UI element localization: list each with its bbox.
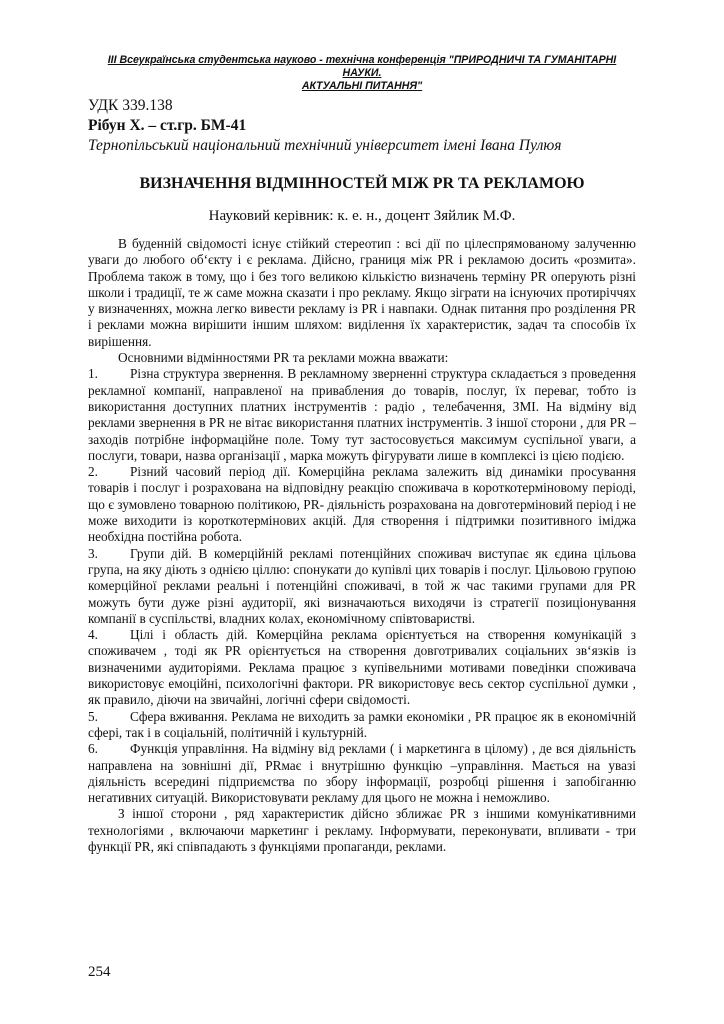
author-line: Рібун Х. – ст.гр. БМ-41 <box>88 117 247 134</box>
list-item-text: Групи дій. В комерційній рекламі потенційних споживач виступає як єдина цільова група, на яку діють з однією ціллю: спонукати до купівлі цих товарів і послуг. Цільовою групою комерційної реклами реальні і потенційні споживачі, в той ж час такими групами для PR можуть бути дуже різні аудиторії, які визначаються виходячи із стратегії позиціонування компанії в суспільстві, владних колах, економічному співтоваристві. <box>88 545 636 626</box>
list-item-number: 1. <box>88 366 98 382</box>
list-item <box>88 366 636 464</box>
page-number: 254 <box>88 964 111 980</box>
conference-header-line-2: АКТУАЛЬНІ ПИТАННЯ" <box>301 80 423 92</box>
list-item <box>88 741 636 806</box>
list-item-number: 6. <box>88 741 98 757</box>
list-item-text: Різна структура звернення. В рекламному зверненні структура складається з проведення рекламної компанії, направленої на привабления до товарів, послуг, їх переваг, тобто із використання доступних платних інструментів : радіо , телебачення, ЗМІ. На відміну від реклами звернення в PR не вітає використання платних інструментів. З іншої сторони , для PR – заходів потрібне інформаційне поле. Тому тут застосовується максимум суспільної уваги, а послуги, товари, назва організації , марка можуть фігурувати лише в комплексі із цією подією. <box>88 366 636 463</box>
list-item-text: Різний часовий період дії. Комерційна реклама залежить від динаміки просування товарів і послуг і розрахована на відповідну реакцію споживача в короткотерміновому періоді, що є зумовлено товарною політикою, PR- діяльність розрахована на довготерміновий період і не може виходити із короткотермінових акцій. Для створення і підтримки позитивного іміджа необхідна постійна робота. <box>88 464 636 545</box>
list-item-number: 2. <box>88 464 98 480</box>
closing-paragraph: З іншої сторони , ряд характеристик дійсно зближає PR з іншими комунікативними технологіями , включаючи маркетинг і рекламу. Інформувати, переконувати, впливати - три функції PR, які співпадають з функціями пропаганди, реклами. <box>88 806 636 854</box>
list-item-number: 3. <box>88 545 98 561</box>
conference-header <box>88 54 636 93</box>
list-item-text: Функція управління. На відміну від реклами ( і маркетинга в цілому) , де вся діяльність направлена на зовнішні дії, PRмає і внутрішню функцію –управління. Мається на увазі діяльність всередині підприємства по збору інформації, розробці рішення і запобіганню негативних ситуацій. Використовувати рекламу для цього не можна і неможливо. <box>88 741 636 806</box>
article-body <box>88 236 636 855</box>
list-item-number: 4. <box>88 627 98 643</box>
list-item-number: 5. <box>88 708 98 724</box>
list-item-text: Цілі і область дій. Комерційна реклама орієнтується на створення комунікацій з споживачем , тоді як PR орієнтується на створення довготривалих соціальних зв‘язків із визначеними аудиторіями. Реклама працює з купівельними мотивами поведінки споживача використовує емоційні, психологічні фактори. PR використовує весь сектор суспільної думки , як правило, діючи на звичайні, логічні сфери свідомості. <box>88 627 636 708</box>
affiliation: Тернопільський національний технічний університет імені Івана Пулюя <box>88 137 562 154</box>
intro-paragraph: В буденній свідомості існує стійкий стереотип : всі дії по цілеспрямованому залученню уваги до любого об‘єкту і є реклама. Дійсно, границя між PR і рекламою досить «розмита». Проблема також в тому, що і без того великою кількістю визначень терміну PR оперують різні школи і традиції, те ж саме можна сказати і про рекламу. Якщо зіграти на існуючих протиріччях у визначеннях, можна легко вивести рекламу із PR і навпаки. Однак питання про розділення PR і реклами можна вирішити іншим шляхом: виділення їх характеристик, задач та способів їх вирішення. <box>88 236 636 349</box>
supervisor-line: Науковий керівник: к. е. н., доцент Зяйлик М.Ф. <box>208 208 516 224</box>
list-item <box>88 627 636 708</box>
lead-paragraph: Основними відмінностями PR та реклами можна вважати: <box>118 350 449 366</box>
list-item <box>88 546 636 627</box>
list-item <box>88 464 636 545</box>
list-item-text: Сфера вживання. Реклама не виходить за рамки економіки , PR працює як в економічній сфері, так і в соціальній, політичній і культурній. <box>88 708 636 740</box>
conference-header-line-1: ІІІ Всеукраїнська студентська науково - технічна конференція "ПРИРОДНИЧІ ТА ГУМАНІТАРНІ НАУКИ. <box>107 54 617 79</box>
udk-code: УДК 339.138 <box>88 97 173 114</box>
article-title: ВИЗНАЧЕННЯ ВІДМІННОСТЕЙ МІЖ PR ТА РЕКЛАМОЮ <box>139 175 585 192</box>
article-meta <box>88 96 648 156</box>
list-item <box>88 709 636 742</box>
